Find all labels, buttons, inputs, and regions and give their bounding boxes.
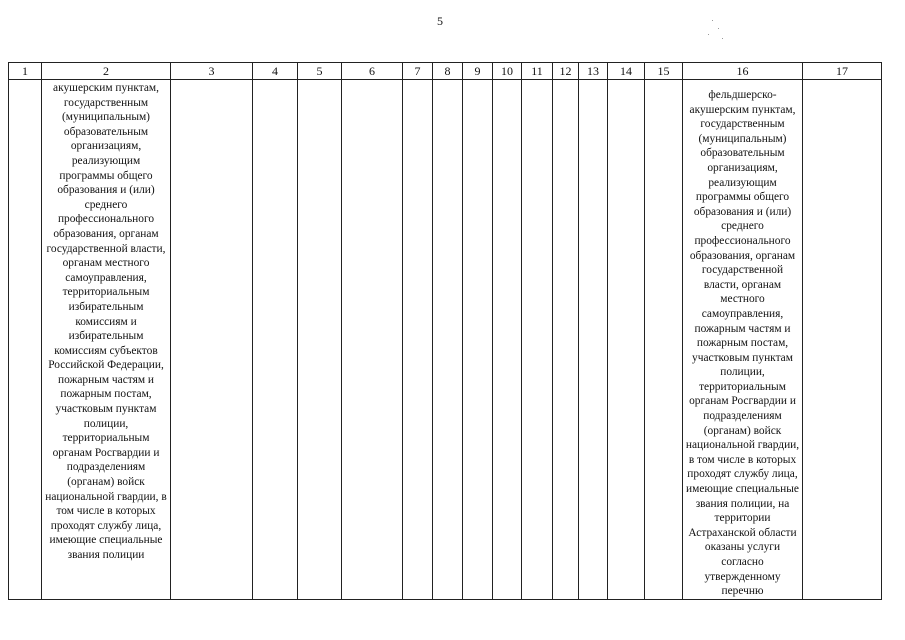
table-cell [522,80,553,600]
table-cell [9,80,42,600]
column-header: 2 [42,63,171,80]
table-header-row [9,63,882,80]
column-header: 5 [298,63,342,80]
column-header: 3 [171,63,253,80]
table-row [9,80,882,600]
col16-text: фельдшерско-акушерским пунктам, государственным (муниципальным) образовательным организациям, реализующим программы общего образования и (или) среднего профессионального образования, органам государственной власти, органам местного самоуправления, пожарным частям и пожарным постам, участковым пунктам полиции, территориальным органам Росгвардии и подразделениям (органам) войск национальной гвардии, в том числе в которых проходят службу лица, имеющие специальные звания полиции, на территории Астраханской области оказаны услуги согласно утвержденному перечню [685,89,800,598]
column-header: 1 [9,63,42,80]
scan-speck [708,34,709,35]
table-cell [433,80,463,600]
table-cell [645,80,683,600]
column-header: 12 [553,63,579,80]
column-header: 10 [493,63,522,80]
column-header: 7 [403,63,433,80]
table-cell [342,80,403,600]
column-header: 17 [803,63,882,80]
scan-speck [718,28,719,29]
table-cell [42,80,171,600]
column-header: 6 [342,63,403,80]
column-header: 15 [645,63,683,80]
page-number: 5 [437,14,443,28]
table-cell [171,80,253,600]
column-header: 16 [683,63,803,80]
column-header: 11 [522,63,553,80]
col2-text: акушерским пунктам, государственным (муниципальным) образовательным организациям, реализующим программы общего образования и (или) среднего профессионального образования, органам государственной власти, органам местного самоуправления, территориальным избирательным комиссиям и избирательным комиссиям субъектов Российской Федерации, пожарным частям и пожарным постам, участковым пунктам полиции, территориальным органам Росгвардии и подразделениям (органам) войск национальной гвардии, в том числе в которых проходят службу лица, имеющие специальные звания полиции [45,82,167,561]
table-cell [253,80,298,600]
table-cell [803,80,882,600]
scan-speck [712,20,713,21]
scan-speck [722,38,723,39]
table-cell [493,80,522,600]
column-header: 14 [608,63,645,80]
data-table [8,62,882,600]
column-header: 4 [253,63,298,80]
table-cell [683,80,803,600]
table-cell [579,80,608,600]
table-cell [463,80,493,600]
table-cell [403,80,433,600]
table-cell [553,80,579,600]
table-cell [298,80,342,600]
column-header: 13 [579,63,608,80]
table-cell [608,80,645,600]
column-header: 9 [463,63,493,80]
column-header: 8 [433,63,463,80]
